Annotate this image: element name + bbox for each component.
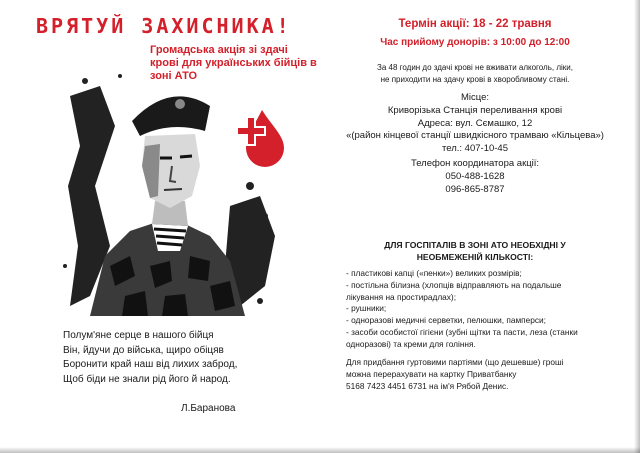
coordinator-contacts [330,158,620,196]
needs-item: - постільна білизна (хлопців відправляють на подальше [346,279,562,290]
coordinator-phone: 096-865-8787 [445,183,505,195]
needs-item: - рушники; [346,303,387,314]
needs-title-line: НЕОБМЕЖЕНІЙ КІЛЬКОСТІ: [416,252,534,262]
donor-hours: Час прийому донорів: з 10:00 до 12:00 [380,37,570,48]
coordinator-phone: 050-488-1628 [445,170,505,182]
subtitle-line: зоні АТО [150,70,198,82]
poem-line: Боронити край наш від лихих заброд, [63,359,238,370]
subtitle-line: Громадська акція зі здачі [150,44,288,56]
place-label: Місце: [460,92,490,103]
page-shadow-bottom [0,447,640,453]
needs-title-line: ДЛЯ ГОСПІТАЛІВ В ЗОНІ АТО НЕОБХІДНІ У [384,240,566,250]
coordinator-label: Телефон координатора акції: [410,158,540,169]
needs-item: одноразові) та креми для гоління. [346,338,476,349]
needs-item: - засоби особистої гігієни (зубні щітки та пасти, леза (станки [346,326,578,337]
place-name: Криворізька Станція переливання крові [387,104,563,116]
poem [63,329,303,387]
poem-line: Він, йдучи до війська, щиро обіцяв [63,344,224,356]
needs-item: - одноразові медичні серветки, пелюшки, памперси; [346,315,546,326]
warning-text [330,62,620,86]
place-phone: тел.: 407-10-45 [442,143,508,155]
poem-line: Щоб біди не знали рід його й народ. [63,373,231,385]
headline: ВРЯТУЙ ЗАХИСНИКА! [36,14,292,38]
warning-line: За 48 годин до здачі крові не вживати алкоголь, ліки, [377,63,573,72]
card-line: 5168 7423 4451 6731 на ім'я Рябой Денис. [346,380,509,391]
card-line: можна перерахувати на картку Приватбанку [346,368,517,379]
place-block [330,92,620,156]
action-term: Термін акції: 18 - 22 травня [398,18,552,30]
warning-line: не приходити на здачу крові в хворобливому стані. [380,75,570,84]
blood-drop-cross-icon [232,104,298,170]
place-address: Адреса: вул. Сємашко, 12 [417,117,533,129]
place-landmark: «(район кінцевої станції швидкісного трамваю «Кільцева») [346,130,604,142]
needs-item: - пластикові капці («пенки») великих розмірів; [346,268,522,278]
needs-item: лікування на простирадлах); [346,291,456,302]
subtitle-line: крові для українських бійців в [150,57,317,69]
poem-author: Л.Баранова [181,403,236,414]
card-line: Для придбання гуртовими партіями (що дешевше) гроші [346,357,564,367]
needs-list [346,268,608,351]
bank-card-info [346,357,608,392]
needs-title [330,239,620,263]
poem-line: Полум'яне серце в нашого бійця [63,330,214,341]
page-shadow-right [634,0,640,453]
